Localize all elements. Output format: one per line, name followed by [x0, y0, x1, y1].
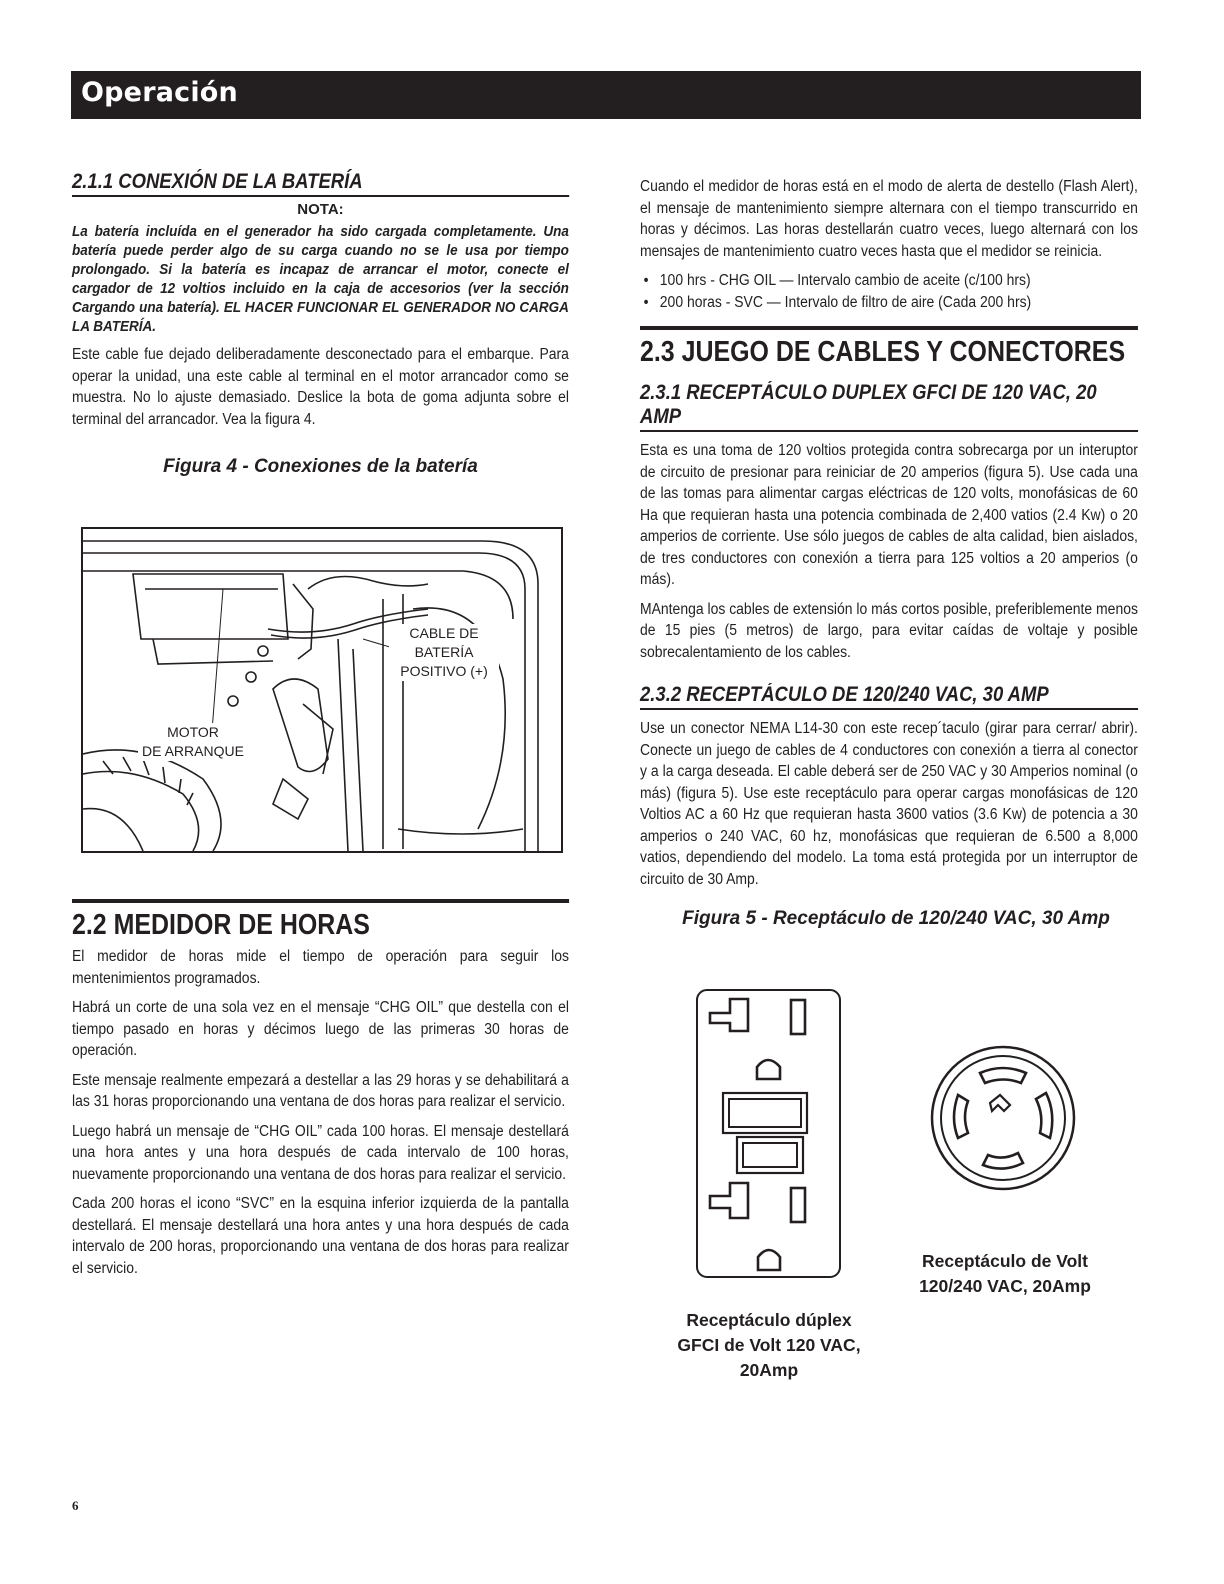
flash-alert-paragraph: Cuando el medidor de horas está en el modo de alerta de destello (Flash Alert), el mensaje de mantenimiento siempre alternara con el tiempo transcurrido en horas y décimos. Las horas destellarán cuatro veces, luego alternará con los mensajes de mantenimiento cuatro veces hasta que el medidor se reinicia. [640, 178, 1138, 260]
maintenance-interval-list [640, 270, 1138, 314]
twist-lock-paragraph: Use un conector NEMA L14-30 con este recep´taculo (girar para cerrar/ abrir). Conecte un juego de cables de 4 conductores con conexión a tierra al conector y a la carga deseada. El cable deberá ser de 250 VAC y 30 Amperios nominal (o más) (figura 5). Use este receptáculo para operar cargas monofásicas de 120 Voltios AC a 60 Hz que requieran hasta 3600 vatios (3.6 Kw) de potencia a 30 amperios o 240 VAC, 60 hz, monofásicas que requieran de 6.500 a 8,000 vatios, dependiendo del modelo. La toma está protegida por un interruptor de circuito de 30 Amp. [640, 720, 1138, 888]
section-2-2-title: 2.2 MEDIDOR DE HORAS [72, 899, 569, 942]
gfci-caption-line1: Receptáculo dúplex [686, 1310, 852, 1330]
label-battery-cable-line2: BATERÍA [414, 644, 474, 660]
subsection-2-1-1-title: 2.1.1 CONEXIÓN DE LA BATERÍA [72, 170, 569, 197]
subsection-2-3-1-title: 2.3.1 RECEPTÁCULO DUPLEX GFCI DE 120 VAC, 20 AMP [640, 381, 1138, 432]
twist-lock-caption-line2: 120/240 VAC, 20Amp [919, 1276, 1091, 1296]
figure-5-caption: Figura 5 - Receptáculo de 120/240 VAC, 30 Amp [682, 908, 1110, 929]
section-2-2 [72, 899, 569, 1287]
section-2-3-title: 2.3 JUEGO DE CABLES Y CONECTORES [640, 326, 1138, 369]
figure-4-illustration [81, 527, 563, 853]
gfci-paragraph-1: Esta es una toma de 120 voltios protegida contra sobrecarga por un interuptor de circuito de presionar para reiniciar de 20 amperios (figura 5). Use cada una de las tomas para alimentar cargas eléctricas de 120 volts, monofásicas de 60 Ha que requieran hasta una potencia combinada de 2,400 vatios (2.4 Kw) o 20 amperios de corriente. Use sólo juegos de cables de alta calidad, bien aislados, de tres conductores con conexión a tierra para 125 voltios a 20 amperios (o más). [640, 442, 1138, 588]
section-header-bar [71, 71, 1141, 119]
section-header-title: Operación [81, 77, 238, 108]
hour-meter-paragraph-3: Este mensaje realmente empezará a destellar a las 29 horas y se dehabilitará a las 31 horas proporcionando una ventana de dos horas para realizar el servicio. [72, 1071, 569, 1110]
figure-4-caption: Figura 4 - Conexiones de la batería [163, 456, 478, 477]
left-column [72, 170, 569, 478]
gfci-caption-line3: 20Amp [739, 1360, 799, 1380]
nota-title: NOTA: [297, 201, 344, 218]
hour-meter-paragraph-1: El medidor de horas mide el tiempo de operación para seguir los mentenimientos programados. [72, 948, 569, 987]
list-item: • 200 horas - SVC — Intervalo de filtro de aire (Cada 200 hrs) [640, 292, 1138, 314]
gfci-caption-line2: GFCI de Volt 120 VAC, [677, 1335, 861, 1355]
gfci-duplex-receptacle-drawing [690, 985, 850, 1281]
label-starter-motor-line2: DE ARRANQUE [142, 743, 244, 759]
hour-meter-paragraph-5: Cada 200 horas el icono “SVC” en la esquina inferior izquierda de la pantalla destellará. El mensaje destellará una hora antes y una hora después de cada intervalo de 200 horas, proporcionando una ventana de dos horas para realizar el servicio. [72, 1195, 569, 1277]
subsection-2-3-2-title: 2.3.2 RECEPTÁCULO DE 120/240 VAC, 30 AMP [640, 683, 1138, 710]
gfci-paragraph-2: MAntenga los cables de extensión lo más cortos posible, preferiblemente menos de 15 pies (5 metros) de largo, para evitar caídas de voltaje y posible sobrecalentamiento de los cables. [640, 600, 1138, 661]
gfci-caption [664, 1308, 874, 1383]
battery-connection-drawing [83, 529, 561, 851]
label-battery-cable [389, 624, 499, 681]
twist-lock-caption-line1: Receptáculo de Volt [922, 1251, 1088, 1271]
battery-paragraph: Este cable fue dejado deliberadamente desconectado para el embarque. Para operar la unidad, una este cable al terminal en el motor arrancador como se muestra. No lo ajuste demasiado. Deslice la bota de goma adjunta sobre el terminal del arrancador. Vea la figura 4. [72, 346, 569, 428]
twist-lock-receptacle-drawing [928, 1043, 1078, 1193]
hour-meter-paragraph-4: Luego habrá un mensaje de “CHG OIL” cada 100 horas. El mensaje destellará una hora antes y una hora después de cada intervalo de 100 horas, nuevamente proporcionando una ventana de dos horas para realizar el servicio. [72, 1122, 569, 1183]
list-item: • 100 hrs - CHG OIL — Intervalo cambio de aceite (c/100 hrs) [640, 270, 1138, 292]
label-battery-cable-line1: CABLE DE [409, 625, 479, 641]
label-starter-motor-line1: MOTOR [167, 724, 219, 740]
right-column [640, 176, 1138, 930]
nota-text: La batería incluída en el generador ha sido cargada completamente. Una batería puede perder algo de su carga cuando no se le usa por tiempo prolongado. Si la batería es incapaz de arrancar el motor, conecte el cargador de 12 voltios incluido en la caja de accesorios (ver la sección Cargando una batería). EL HACER FUNCIONAR EL GENERADOR NO CARGA LA BATERÍA. [72, 223, 569, 335]
hour-meter-paragraph-2: Habrá un corte de una sola vez en el mensaje “CHG OIL” que destella con el tiempo pasado en horas y décimos luego de las primeras 30 horas de operación. [72, 999, 569, 1059]
page-number: 6 [72, 1498, 79, 1513]
label-battery-cable-line3: POSITIVO (+) [400, 663, 488, 679]
twist-lock-caption [905, 1249, 1105, 1299]
label-starter-motor [138, 723, 248, 761]
